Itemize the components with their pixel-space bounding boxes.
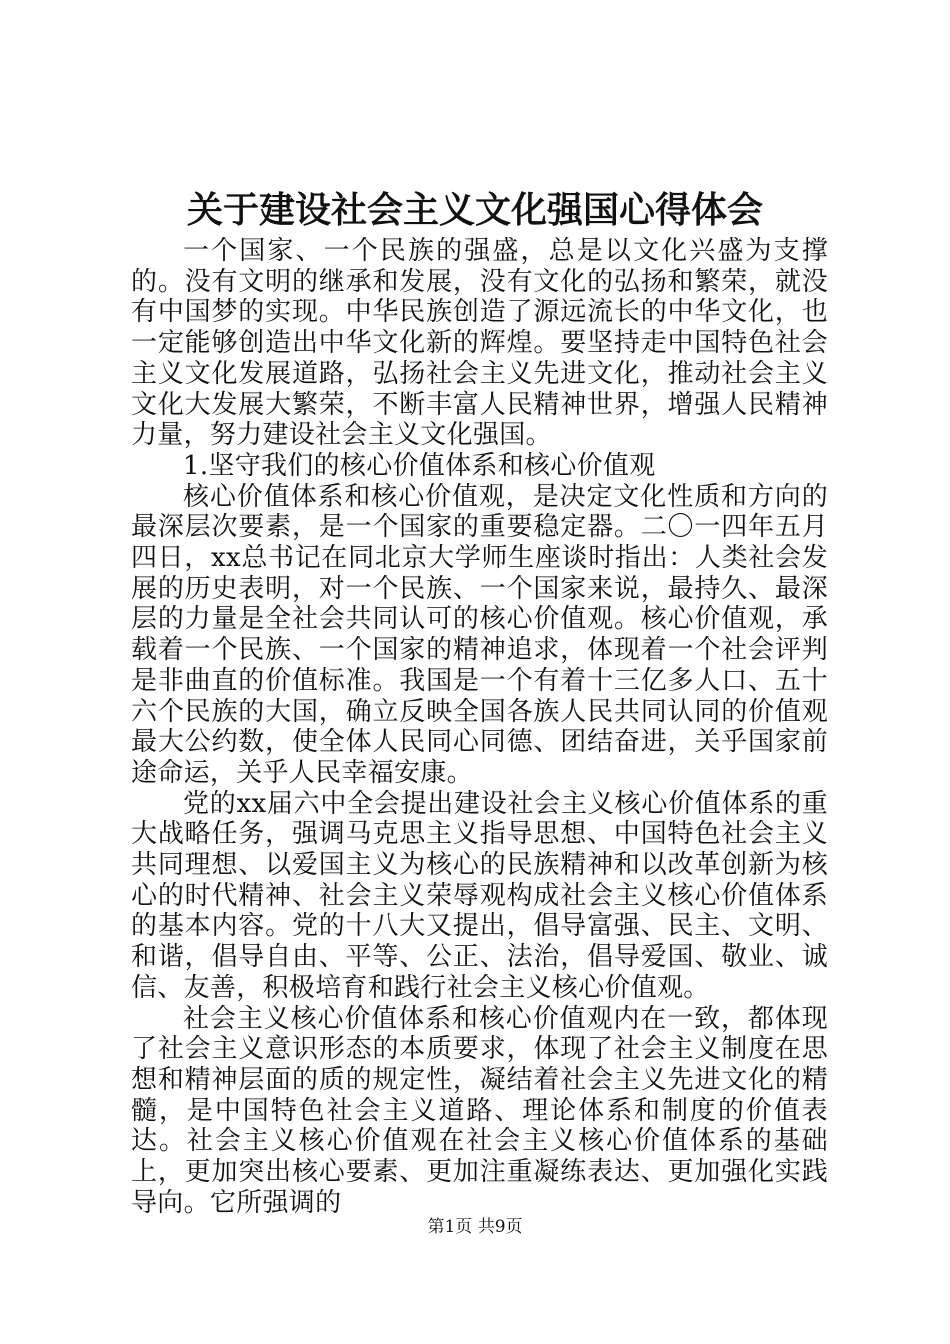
- paragraph-core-values: 核心价值体系和核心价值观，是决定文化性质和方向的最深层次要素，是一个国家的重要稳定器。二〇一四年五月四日，xx总书记在同北京大学师生座谈时指出：人类社会发展的历史表明，对一个民族、一个国家来说，最持久、最深层的力量是全社会共同认可的核心价值观。核心价值观，承载着一个民族、一个国家的精神追求，体现着一个社会评判是非曲直的价值标准。我国是一个有着十三亿多人口、五十六个民族的大国，确立反映全国各族人民共同认同的价值观最大公约数，使全体人民同心同德、团结奋进，关乎国家前途命运，关乎人民幸福安康。: [131, 481, 828, 788]
- paragraph-intro: 一个国家、一个民族的强盛，总是以文化兴盛为支撑的。没有文明的继承和发展，没有文化的弘扬和繁荣，就没有中国梦的实现。中华民族创造了源远流长的中华文化，也一定能够创造出中华文化新的辉煌。要坚持走中国特色社会主义文化发展道路，弘扬社会主义先进文化，推动社会主义文化大发展大繁荣，不断丰富人民精神世界，增强人民精神力量，努力建设社会主义文化强国。: [131, 236, 828, 451]
- document-body: [131, 236, 828, 1219]
- page-number: 第1页 共9页: [427, 1217, 523, 1237]
- paragraph-consistency: 社会主义核心价值体系和核心价值观内在一致，都体现了社会主义意识形态的本质要求，体现了社会主义制度在思想和精神层面的质的规定性，凝结着社会主义先进文化的精髓，是中国特色社会主义道路、理论体系和制度的价值表达。社会主义核心价值观在社会主义核心价值体系的基础上，更加突出核心要素、更加注重凝练表达、更加强化实践导向。它所强调的: [131, 1003, 828, 1218]
- document-title: 关于建设社会主义文化强国心得体会: [186, 189, 763, 231]
- section-heading-1: 1.坚守我们的核心价值体系和核心价值观: [183, 450, 656, 481]
- paragraph-party-plenum: 党的xx届六中全会提出建设社会主义核心价值体系的重大战略任务，强调马克思主义指导思想、中国特色社会主义共同理想、以爱国主义为核心的民族精神和以改革创新为核心的时代精神、社会主义荣辱观构成社会主义核心价值体系的基本内容。党的十八大又提出，倡导富强、民主、文明、和谐，倡导自由、平等、公正、法治，倡导爱国、敬业、诚信、友善，积极培育和践行社会主义核心价值观。: [131, 788, 828, 1003]
